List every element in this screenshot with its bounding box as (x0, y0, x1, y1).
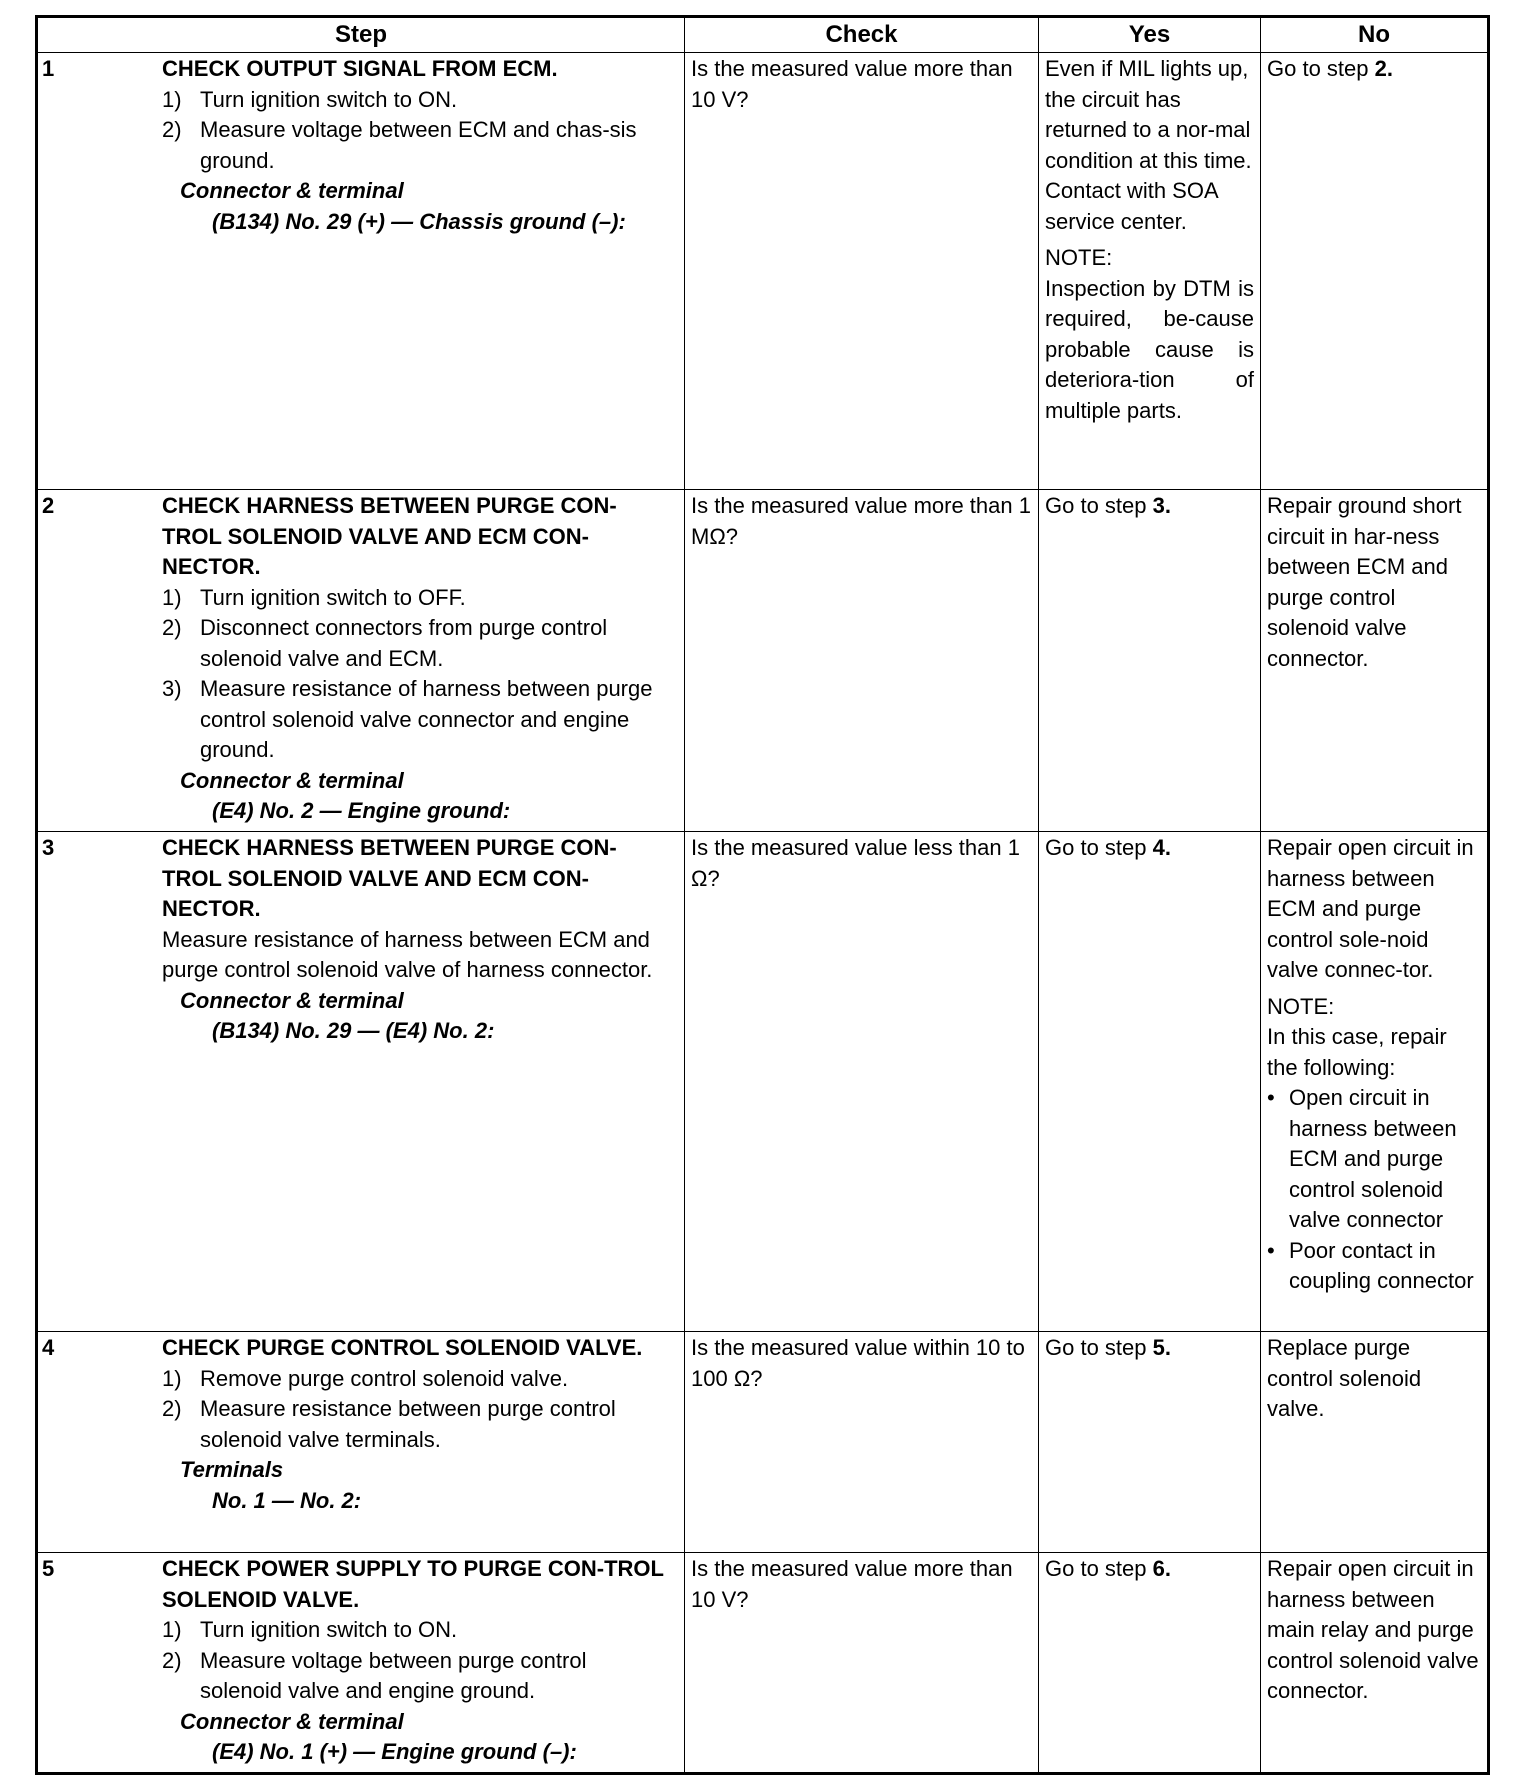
no-text: Repair open circuit in harness between ECM and purge control sole-noid valve connec-tor. (1267, 835, 1474, 982)
yes-step-ref: 6. (1152, 1556, 1171, 1581)
step-title: CHECK HARNESS BETWEEN PURGE CON-TROL SOLENOID VALVE AND ECM CON-NECTOR. (162, 493, 617, 579)
connector-value: No. 1 — No. 2: (212, 1487, 362, 1513)
connector-label: Connector & terminal (180, 1708, 404, 1734)
header-row (37, 17, 1489, 53)
yes-cell (1039, 1553, 1261, 1774)
step-title: CHECK OUTPUT SIGNAL FROM ECM. (162, 56, 558, 81)
yes-cell (1039, 490, 1261, 832)
substep: 1) Turn ignition switch to OFF. (162, 584, 466, 610)
yes-prefix: Go to step (1045, 1335, 1153, 1360)
check-cell: Is the measured value more than 10 V? (685, 1553, 1039, 1774)
header-no: No (1261, 17, 1489, 53)
yes-prefix: Go to step (1045, 835, 1153, 860)
note-text: Inspection by DTM is required, be-cause probable cause is deteriora-tion of multiple parts. (1045, 275, 1254, 423)
connector-label: Connector & terminal (180, 987, 404, 1013)
step-cell (37, 832, 685, 1332)
step-title: CHECK POWER SUPPLY TO PURGE CON-TROL SOLENOID VALVE. (162, 1556, 664, 1612)
step-title: CHECK HARNESS BETWEEN PURGE CON-TROL SOLENOID VALVE AND ECM CON-NECTOR. (162, 835, 617, 921)
step-cell (37, 1553, 685, 1774)
connector-value: (B134) No. 29 (+) — Chassis ground (–): (212, 208, 626, 234)
step-number: 1 (42, 56, 55, 81)
note-label: NOTE: (1045, 245, 1113, 270)
bullet-icon: • (1267, 1237, 1275, 1263)
yes-step-ref: 3. (1152, 493, 1171, 518)
step-number: 2 (42, 493, 55, 518)
step-cell (37, 1332, 685, 1553)
substep: 1) Turn ignition switch to ON. (162, 86, 458, 112)
bullet-item: • Open circuit in harness between ECM and purge control solenoid valve connector (1267, 1083, 1481, 1236)
step-number: 5 (42, 1556, 55, 1581)
step-cell (37, 490, 685, 832)
no-cell: Repair ground short circuit in har-ness between ECM and purge control solenoid valve connector. (1261, 490, 1489, 832)
connector-label: Terminals (180, 1457, 284, 1482)
connector-label: Connector & terminal (180, 178, 404, 203)
table-row (37, 1332, 1489, 1553)
bullet-item: • Poor contact in coupling connector (1267, 1236, 1481, 1297)
substep: 2) Measure resistance between purge control solenoid valve terminals. (162, 1396, 616, 1452)
substep: 1) Turn ignition switch to ON. (162, 1617, 458, 1642)
table-row (37, 490, 1489, 832)
table-row (37, 832, 1489, 1332)
connector-label: Connector & terminal (180, 767, 404, 793)
table-row (37, 53, 1489, 490)
table-row (37, 1553, 1489, 1774)
check-cell: Is the measured value less than 1 Ω? (685, 832, 1039, 1332)
connector-value: (E4) No. 2 — Engine ground: (212, 798, 511, 823)
connector-value: (B134) No. 29 — (E4) No. 2: (212, 1018, 495, 1043)
check-cell: Is the measured value within 10 to 100 Ω? (685, 1332, 1039, 1553)
substep: 2) Measure voltage between ECM and chas-sis ground. (162, 117, 637, 173)
note-label: NOTE: (1267, 993, 1335, 1019)
yes-prefix: Go to step (1045, 1556, 1153, 1581)
step-body-text: Measure resistance of harness between ECM and purge control solenoid valve of harness connector. (162, 926, 653, 982)
yes-text: Even if MIL lights up, the circuit has returned to a nor-mal condition at this time. Contact with SOA service center. (1045, 56, 1252, 234)
check-cell: Is the measured value more than 1 MΩ? (685, 490, 1039, 832)
substep: 1) Remove purge control solenoid valve. (162, 1365, 569, 1391)
step-title: CHECK PURGE CONTROL SOLENOID VALVE. (162, 1335, 643, 1360)
substep: 3) Measure resistance of harness between purge control solenoid valve connector and engine ground. (162, 676, 653, 762)
yes-step-ref: 5. (1152, 1335, 1171, 1360)
yes-cell (1039, 1332, 1261, 1553)
no-cell: Replace purge control solenoid valve. (1261, 1332, 1489, 1553)
no-step-ref: 2. (1374, 56, 1393, 81)
yes-cell (1039, 832, 1261, 1332)
no-cell: Repair open circuit in harness between main relay and purge control solenoid valve connector. (1261, 1553, 1489, 1774)
yes-prefix: Go to step (1045, 493, 1153, 518)
header-check: Check (685, 17, 1039, 53)
header-step: Step (37, 17, 685, 53)
yes-step-ref: 4. (1152, 835, 1171, 860)
substep: 2) Disconnect connectors from purge control solenoid valve and ECM. (162, 615, 608, 671)
note-text: In this case, repair the following: (1267, 1024, 1447, 1080)
diagnostic-table (35, 15, 1490, 1775)
check-cell: Is the measured value more than 10 V? (685, 53, 1039, 490)
step-number: 4 (42, 1335, 55, 1360)
connector-value: (E4) No. 1 (+) — Engine ground (–): (212, 1739, 577, 1764)
no-cell (1261, 53, 1489, 490)
header-yes: Yes (1039, 17, 1261, 53)
no-prefix: Go to step (1267, 56, 1375, 81)
step-number: 3 (42, 835, 55, 860)
substep: 2) Measure voltage between purge control solenoid valve and engine ground. (162, 1647, 587, 1703)
no-cell (1261, 832, 1489, 1332)
step-cell (37, 53, 685, 490)
bullet-icon: • (1267, 1085, 1275, 1110)
yes-cell (1039, 53, 1261, 490)
